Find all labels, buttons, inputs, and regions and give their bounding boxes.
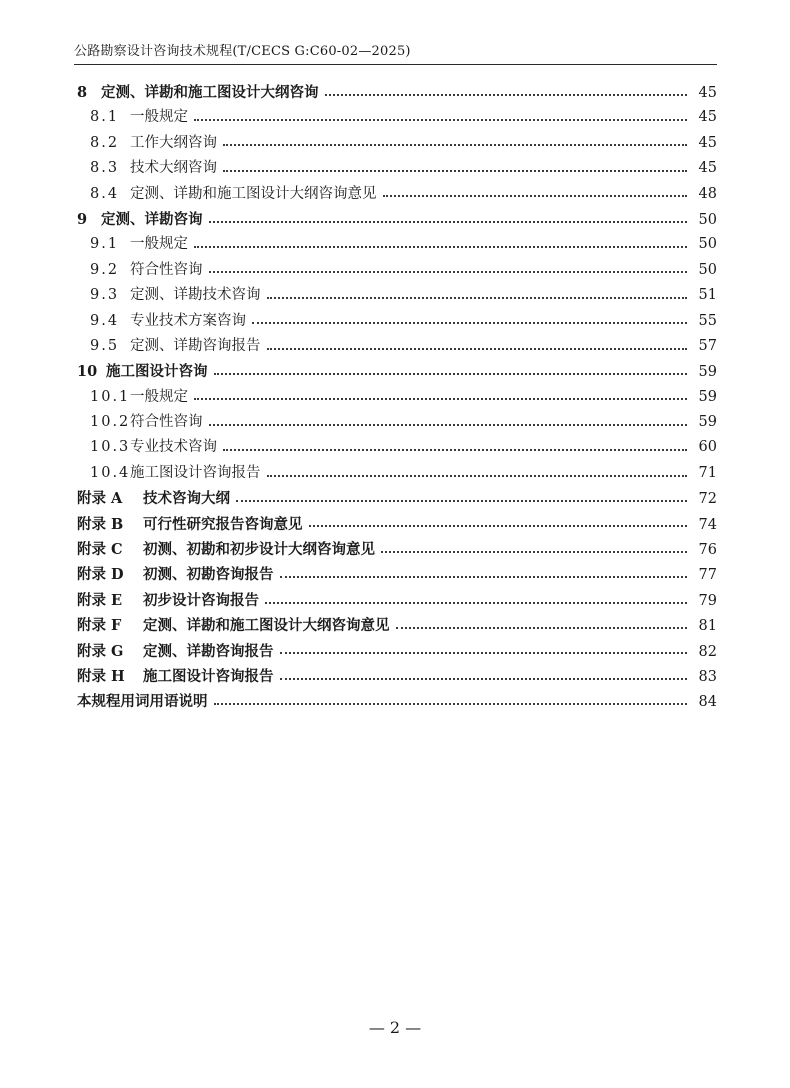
toc-entry-page: 55 <box>698 312 717 329</box>
toc-entry-page: 59 <box>698 414 717 431</box>
toc-entry-page: 59 <box>698 388 717 405</box>
toc-entry-number: 9.4 <box>90 312 120 329</box>
toc-entry-number: 9.5 <box>90 337 120 354</box>
toc-entry-page: 51 <box>698 287 717 304</box>
dot-leader <box>252 322 687 324</box>
toc-entry-number: 附录 H <box>77 667 125 685</box>
toc-entry-page: 45 <box>698 85 717 101</box>
toc-entry[interactable] <box>77 664 717 689</box>
toc-entry-title: 定测、详勘咨询 <box>101 210 203 228</box>
dot-leader <box>267 297 688 299</box>
toc-entry[interactable] <box>77 80 717 105</box>
toc-entry-title: 定测、详勘和施工图设计大纲咨询意见 <box>143 617 390 635</box>
toc-entry[interactable] <box>77 359 717 384</box>
toc-entry-page: 81 <box>698 618 717 635</box>
toc-entry[interactable] <box>77 334 717 359</box>
dot-leader <box>223 449 687 451</box>
dot-leader <box>236 500 687 502</box>
toc-entry-number: 附录 G <box>77 642 124 660</box>
dot-leader <box>280 576 688 578</box>
toc-entry[interactable] <box>77 156 717 181</box>
toc-entry-number: 附录 B <box>77 515 124 533</box>
toc-entry-page: 60 <box>698 439 717 456</box>
toc-entry-number: 9.3 <box>90 287 120 304</box>
toc-entry-number: 附录 D <box>77 566 124 584</box>
toc-entry-number: 附录 F <box>77 617 122 635</box>
dot-leader <box>209 424 688 426</box>
dot-leader <box>396 627 688 629</box>
toc-entry-title: 施工图设计咨询报告 <box>143 667 274 685</box>
toc-entry[interactable] <box>77 639 717 664</box>
toc-entry-page: 84 <box>698 694 717 711</box>
toc-entry[interactable] <box>77 309 717 334</box>
toc-entry-number: 9.2 <box>90 261 120 278</box>
toc-entry-number: 附录 A <box>77 490 123 508</box>
toc-entry-title: 定测、详勘咨询报告 <box>130 337 261 354</box>
toc-entry-number: 8 <box>77 84 88 101</box>
toc-entry-page: 72 <box>698 491 717 508</box>
toc-entry-title: 符合性咨询 <box>130 261 203 278</box>
toc-entry-page: 71 <box>698 464 717 481</box>
dot-leader <box>280 652 688 654</box>
toc-entry-number: 10 <box>77 363 98 381</box>
running-header: 公路勘察设计咨询技术规程(T/CECS G:C60-02—2025) <box>74 44 411 59</box>
toc-entry-page: 50 <box>698 211 717 228</box>
toc-entry-page: 74 <box>698 516 717 533</box>
toc-entry-number: 10.4 <box>90 464 131 481</box>
toc-entry-page: 79 <box>698 592 717 609</box>
toc-entry-number: 8.4 <box>90 185 120 202</box>
toc-entry[interactable] <box>77 385 717 410</box>
dot-leader <box>267 475 688 477</box>
dot-leader <box>194 246 687 248</box>
toc-entry-number: 10.2 <box>90 414 131 431</box>
toc-entry-page: 83 <box>698 668 717 685</box>
toc-entry-title: 工作大纲咨询 <box>130 134 217 151</box>
toc-entry-title: 技术大纲咨询 <box>130 160 217 177</box>
toc-entry-title: 初测、初勘和初步设计大纲咨询意见 <box>143 541 375 559</box>
toc-entry[interactable] <box>77 461 717 486</box>
toc-entry-page: 76 <box>698 542 717 559</box>
toc-entry-title: 符合性咨询 <box>130 414 203 431</box>
toc-entry-number: 9 <box>77 210 88 228</box>
dot-leader <box>209 221 688 223</box>
toc-entry-title: 本规程用词用语说明 <box>77 693 208 711</box>
dot-leader <box>223 170 687 172</box>
dot-leader <box>209 271 688 273</box>
toc-entry[interactable] <box>77 131 717 156</box>
toc-entry[interactable] <box>77 105 717 130</box>
toc-entry[interactable] <box>77 512 717 537</box>
toc-entry[interactable] <box>77 182 717 207</box>
toc-entry-page: 57 <box>698 337 717 354</box>
toc-entry-page: 77 <box>698 567 717 584</box>
dot-leader <box>309 525 688 527</box>
dot-leader <box>265 602 687 604</box>
toc-entry-page: 50 <box>698 261 717 278</box>
toc-entry[interactable] <box>77 207 717 232</box>
toc-entry-page: 48 <box>698 185 717 202</box>
toc-entry-number: 8.2 <box>90 134 120 151</box>
toc-entry-title: 技术咨询大纲 <box>143 490 230 508</box>
toc-entry-page: 45 <box>698 160 717 177</box>
dot-leader <box>383 195 688 197</box>
toc-entry-page: 82 <box>698 643 717 660</box>
toc-entry-page: 59 <box>698 364 717 381</box>
header-divider <box>74 64 717 65</box>
toc-entry-page: 50 <box>698 236 717 253</box>
toc-entry-title: 专业技术咨询 <box>130 439 217 456</box>
toc-entry-title: 一般规定 <box>130 388 188 405</box>
toc-entry-page: 45 <box>698 109 717 126</box>
toc-entry-title: 施工图设计咨询 <box>106 363 208 381</box>
toc-entry[interactable] <box>77 258 717 283</box>
toc-entry-number: 8.1 <box>90 109 120 126</box>
toc-entry-number: 附录 E <box>77 591 123 609</box>
toc-entry[interactable] <box>77 537 717 562</box>
toc-entry-number: 8.3 <box>90 160 120 177</box>
toc-entry-title: 定测、详勘和施工图设计大纲咨询 <box>101 84 319 101</box>
toc-entry-title: 专业技术方案咨询 <box>130 312 246 329</box>
toc-entry[interactable] <box>77 410 717 435</box>
dot-leader <box>194 398 687 400</box>
toc-entry-number: 附录 C <box>77 541 123 559</box>
toc-entry[interactable] <box>77 613 717 638</box>
toc-entry-title: 定测、详勘和施工图设计大纲咨询意见 <box>130 185 377 202</box>
toc-entry[interactable] <box>77 232 717 257</box>
dot-leader <box>280 678 688 680</box>
toc-entry-number: 9.1 <box>90 236 120 253</box>
toc-entry-number: 10.3 <box>90 439 131 456</box>
toc-entry[interactable] <box>77 283 717 308</box>
toc-entry-title: 可行性研究报告咨询意见 <box>143 515 303 533</box>
page-number: — 2 — <box>368 1018 422 1037</box>
toc-entry-title: 一般规定 <box>130 236 188 253</box>
toc-entry[interactable] <box>77 435 717 460</box>
dot-leader <box>267 348 688 350</box>
dot-leader <box>325 94 688 96</box>
toc-entry-title: 定测、详勘技术咨询 <box>130 287 261 304</box>
toc-entry[interactable] <box>77 588 717 613</box>
toc-entry[interactable] <box>77 689 717 714</box>
toc-entry-title: 一般规定 <box>130 109 188 126</box>
dot-leader <box>381 551 687 553</box>
dot-leader <box>223 144 687 146</box>
toc-entry-title: 初步设计咨询报告 <box>143 591 259 609</box>
dot-leader <box>214 373 688 375</box>
toc-entry-title: 定测、详勘咨询报告 <box>143 642 274 660</box>
dot-leader <box>214 703 688 705</box>
toc-entry[interactable] <box>77 486 717 511</box>
toc-entry[interactable] <box>77 562 717 587</box>
toc-entry-title: 初测、初勘咨询报告 <box>143 566 274 584</box>
table-of-contents <box>77 80 717 715</box>
toc-entry-title: 施工图设计咨询报告 <box>130 464 261 481</box>
toc-entry-number: 10.1 <box>90 388 131 405</box>
dot-leader <box>194 119 687 121</box>
toc-entry-page: 45 <box>698 134 717 151</box>
